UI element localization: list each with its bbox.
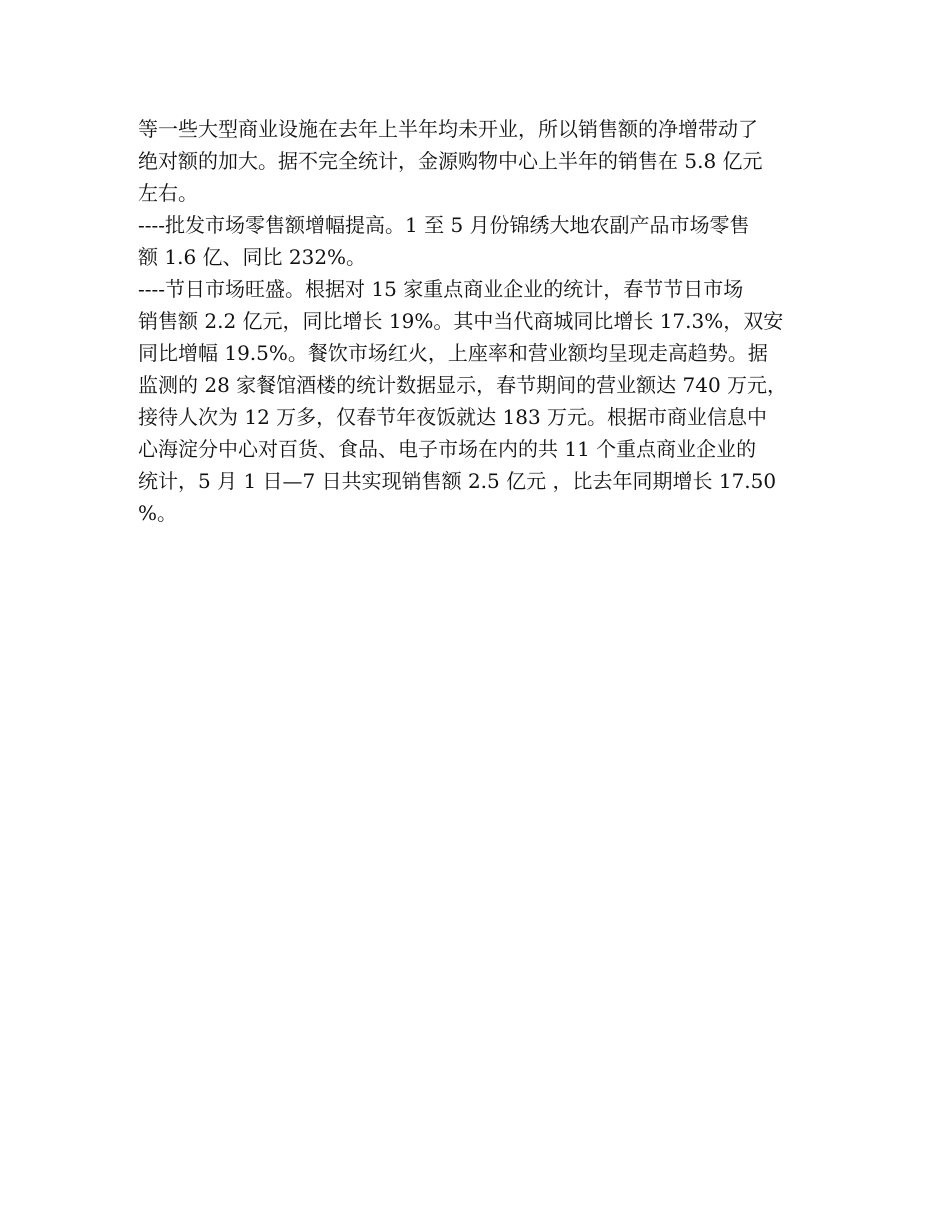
text-line: 等一些大型商业设施在去年上半年均未开业，所以销售额的净增带动了 <box>138 117 758 141</box>
body-text <box>138 113 818 529</box>
text-line: 左右。 <box>138 181 198 205</box>
text-line: 监测的 28 家餐馆酒楼的统计数据显示，春节期间的营业额达 740 万元， <box>138 373 788 397</box>
text-line: %。 <box>138 501 178 525</box>
text-line: 心海淀分中心对百货、食品、电子市场在内的共 11 个重点商业企业的 <box>138 437 757 461</box>
text-line: 额 1.6 亿、同比 232%。 <box>138 245 367 269</box>
text-line: ----节日市场旺盛。根据对 15 家重点商业企业的统计，春节节日市场 <box>138 277 744 301</box>
text-line: ----批发市场零售额增幅提高。1 至 5 月份锦绣大地农副产品市场零售 <box>138 213 750 237</box>
text-line: 同比增幅 19.5%。餐饮市场红火，上座率和营业额均呈现走高趋势。据 <box>138 341 768 365</box>
text-line: 绝对额的加大。据不完全统计，金源购物中心上半年的销售在 5.8 亿元 <box>138 149 763 173</box>
text-line: 销售额 2.2 亿元，同比增长 19%。其中当代商城同比增长 17.3%，双安 <box>138 309 784 333</box>
text-line: 接待人次为 12 万多，仅春节年夜饭就达 183 万元。根据市商业信息中 <box>138 405 768 429</box>
text-line: 统计，5 月 1 日—7 日共实现销售额 2.5 亿元 ，比去年同期增长 17.50 <box>138 469 777 493</box>
